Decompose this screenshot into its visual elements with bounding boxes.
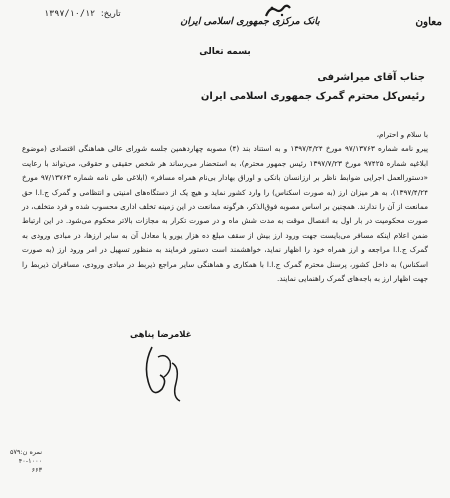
bank-name: بانک مرکزی جمهوری اسلامی ایران bbox=[180, 16, 320, 27]
greeting: با سلام و احترام، bbox=[376, 130, 428, 139]
date-value: ۱۳۹۷/۱۰/۱۲ bbox=[44, 9, 96, 19]
footer-line: نمره ن:۵۷۹ bbox=[10, 448, 43, 456]
addressee-title: رئیس‌کل محترم گمرک جمهوری اسلامی ایران bbox=[200, 91, 425, 102]
letter-body bbox=[22, 128, 428, 286]
date-label: تاریخ: bbox=[100, 9, 121, 19]
signature-icon bbox=[122, 327, 232, 407]
body-paragraph: پیرو نامه شماره ۹۷/۱۳۷۶۳ مورخ ۱۳۹۷/۴/۲۴ و به استناد بند (۴) مصوبه چهاردهمین جلسه شورای عالی هماهنگی اقتصادی (موضوع ابلاغیه شماره ۹۷۴۲۵ مورخ ۱۳۹۷/۷/۲۳ رئیس جمهور محترم)، به استحضار می‌رساند هر شخص حقیقی و حقوقی، می‌تواند با رعایت «دستورالعمل اجرایی ضوابط ناظر بر ارزانسان بانکی و اوراق بهادار بی‌نام همراه مسافر» (ابلاغی طی نامه شماره ۹۷/۱۳۷۶۳ مورخ ۱۳۹۷/۴/۲۴)، به هر میزان ارز (به صورت اسکناس) را وارد کشور نماید و هیچ یک از دستگاه‌های امنیتی و انتظامی و گمرک ج.ا.ا حق ممانعت از آن را ندارند. همچنین بر اساس مصوبه فوق‌الذکر، هرگونه ممانعت در این زمینه تخلف اداری محسوب شده و فرد متخلف، در صورت محکومیت در بار اول به انفصال موقت به مدت شش ماه و در صورت تکرار به مجازات بالاتر محکوم می‌شود. در این ارتباط ضمن اعلام اینکه مسافر می‌بایست جهت ورود ارز بیش از سقف مبلغ ده هزار یورو یا معادل آن به سایر ارزها، در مبادی ورودی به گمرک ج.ا.ا مراجعه و ارز همراه خود را اظهار نماید، خواهشمند است دستور فرمایند به منظور تسهیل در امر ورود ارز (به صورت اسکناس) به داخل کشور، پرسنل محترم گمرک ج.ا.ا با همکاری و هماهنگی سایر مراجع ذیربط در مبادی ورودی، مسافران ذیربط را جهت اظهار ارز به باجه‌های گمرک راهنمایی نمایند. bbox=[22, 144, 428, 284]
footer-line: ۴۰-۱۰۰۰ bbox=[18, 457, 43, 465]
signatory-name: غلامرضا پناهی bbox=[130, 330, 192, 340]
bismillah: بسمه تعالی bbox=[199, 47, 251, 57]
date-row bbox=[44, 9, 121, 19]
footer-reference bbox=[10, 448, 42, 475]
footer-line: ۶۶۳ bbox=[31, 466, 43, 474]
addressee-name: جناب آقای میراشرفی bbox=[317, 72, 425, 83]
deputy-title: معاون bbox=[415, 16, 442, 28]
